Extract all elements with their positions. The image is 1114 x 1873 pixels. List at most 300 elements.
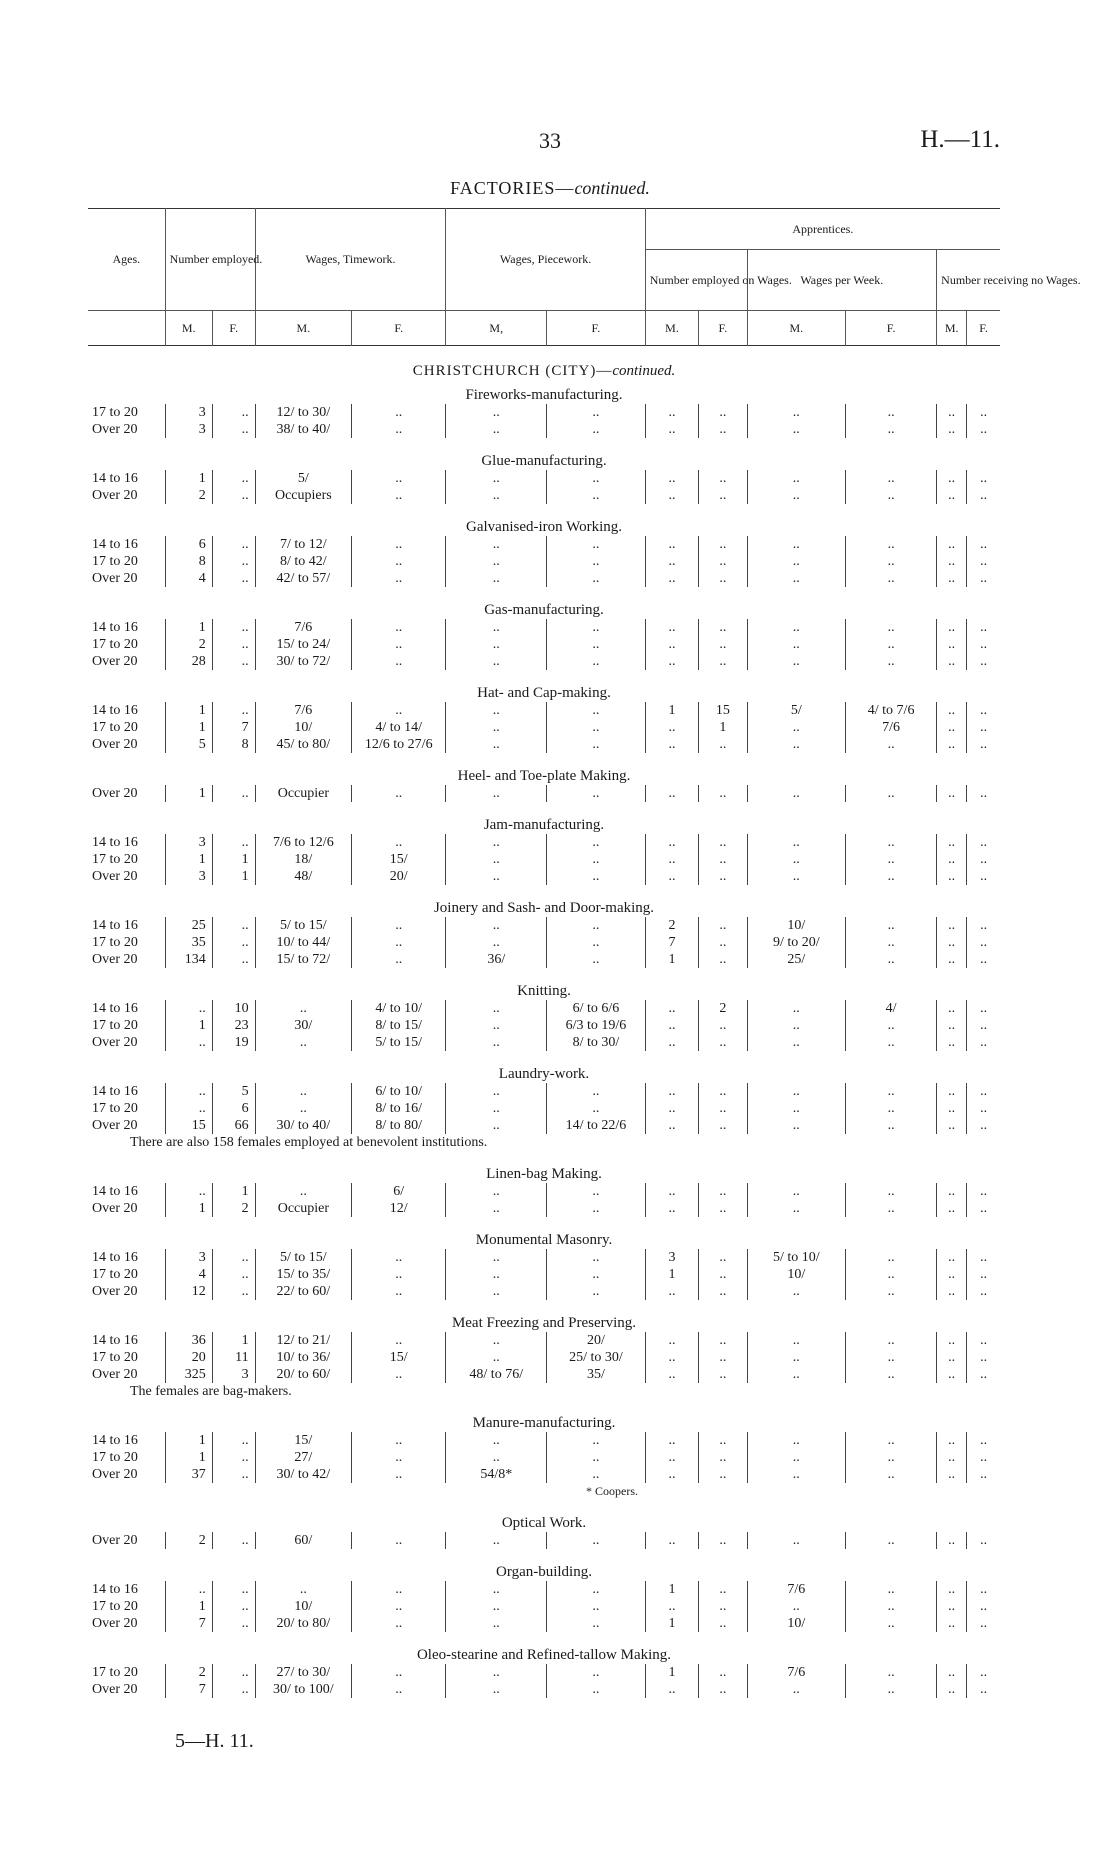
employed-f-cell: .. bbox=[212, 1266, 255, 1283]
app-nowages-f-cell: .. bbox=[967, 1100, 1000, 1117]
section-title: Meat Freezing and Preserving. bbox=[451, 1315, 637, 1331]
app-wages-f-cell: .. bbox=[846, 1615, 937, 1632]
timework-f-cell: .. bbox=[352, 1449, 446, 1466]
app-nowages-f-cell: .. bbox=[967, 785, 1000, 802]
timework-m-cell: 12/ to 30/ bbox=[255, 404, 351, 421]
piecework-f-cell: .. bbox=[547, 868, 646, 885]
timework-f-cell: .. bbox=[352, 951, 446, 968]
section-heading bbox=[88, 1159, 1000, 1183]
app-wages-m-cell: .. bbox=[747, 636, 846, 653]
table-row bbox=[88, 1332, 1000, 1349]
piecework-m-cell: .. bbox=[446, 1283, 547, 1300]
app-wages-m-cell: .. bbox=[747, 1466, 846, 1483]
timework-m-cell: 10/ to 44/ bbox=[255, 934, 351, 951]
table-row bbox=[88, 951, 1000, 968]
piecework-m-cell: 54/8* bbox=[446, 1466, 547, 1483]
timework-f-cell: .. bbox=[352, 1615, 446, 1632]
app-employed-m-cell: 1 bbox=[645, 951, 699, 968]
age-cell: 17 to 20 bbox=[92, 852, 138, 867]
section-gap bbox=[88, 438, 1000, 446]
app-wages-m-cell: 7/6 bbox=[747, 1664, 846, 1681]
employed-f-cell: .. bbox=[212, 1681, 255, 1698]
employed-f-cell: .. bbox=[212, 1598, 255, 1615]
employed-f-cell: .. bbox=[212, 1283, 255, 1300]
app-employed-f-cell: .. bbox=[699, 1598, 747, 1615]
header-number-employed: Number employed. bbox=[165, 209, 255, 311]
app-wages-f-cell: .. bbox=[846, 1017, 937, 1034]
piecework-f-cell: .. bbox=[547, 1249, 646, 1266]
timework-f-cell: 20/ bbox=[352, 868, 446, 885]
section-heading bbox=[88, 893, 1000, 917]
age-cell: 14 to 16 bbox=[92, 471, 138, 486]
employed-f-cell: .. bbox=[212, 1615, 255, 1632]
section-heading bbox=[88, 1308, 1000, 1332]
table-row bbox=[88, 470, 1000, 487]
app-wages-f-cell: .. bbox=[846, 1581, 937, 1598]
app-wages-m-cell: .. bbox=[747, 851, 846, 868]
timework-m-cell: 7/6 to 12/6 bbox=[255, 834, 351, 851]
section-footnote: * Coopers. bbox=[586, 1484, 638, 1498]
app-nowages-f-cell: .. bbox=[967, 470, 1000, 487]
timework-m-cell: 42/ to 57/ bbox=[255, 570, 351, 587]
piecework-m-cell: .. bbox=[446, 653, 547, 670]
header-m: M. bbox=[937, 311, 967, 346]
employed-m-cell: 28 bbox=[165, 653, 212, 670]
age-cell: Over 20 bbox=[92, 1035, 138, 1050]
piecework-m-cell: .. bbox=[446, 736, 547, 753]
app-employed-m-cell: .. bbox=[645, 1449, 699, 1466]
timework-m-cell: 15/ to 24/ bbox=[255, 636, 351, 653]
table-row bbox=[88, 636, 1000, 653]
employed-m-cell: 3 bbox=[165, 868, 212, 885]
app-wages-m-cell: 5/ bbox=[747, 702, 846, 719]
employed-m-cell: 6 bbox=[165, 536, 212, 553]
timework-m-cell: 30/ to 100/ bbox=[255, 1681, 351, 1698]
app-wages-f-cell: .. bbox=[846, 834, 937, 851]
app-employed-m-cell: .. bbox=[645, 653, 699, 670]
age-cell: Over 20 bbox=[92, 1284, 138, 1299]
app-wages-m-cell: .. bbox=[747, 1034, 846, 1051]
app-wages-f-cell: .. bbox=[846, 1200, 937, 1217]
piecework-m-cell: .. bbox=[446, 719, 547, 736]
section-gap bbox=[88, 753, 1000, 761]
app-nowages-m-cell: .. bbox=[937, 1117, 967, 1134]
section-heading bbox=[88, 1508, 1000, 1532]
app-employed-m-cell: 3 bbox=[645, 1249, 699, 1266]
app-nowages-m-cell: .. bbox=[937, 736, 967, 753]
section-gap bbox=[88, 1151, 1000, 1159]
age-cell: Over 20 bbox=[92, 869, 138, 884]
piecework-f-cell: .. bbox=[547, 702, 646, 719]
app-wages-f-cell: .. bbox=[846, 951, 937, 968]
employed-f-cell: .. bbox=[212, 834, 255, 851]
section-heading bbox=[88, 1408, 1000, 1432]
app-wages-m-cell: .. bbox=[747, 619, 846, 636]
employed-f-cell: .. bbox=[212, 636, 255, 653]
employed-m-cell: 3 bbox=[165, 404, 212, 421]
employed-m-cell: .. bbox=[165, 1083, 212, 1100]
app-nowages-f-cell: .. bbox=[967, 1183, 1000, 1200]
timework-m-cell: 20/ to 80/ bbox=[255, 1615, 351, 1632]
app-nowages-f-cell: .. bbox=[967, 1664, 1000, 1681]
app-employed-f-cell: .. bbox=[699, 470, 747, 487]
piecework-m-cell: .. bbox=[446, 851, 547, 868]
app-nowages-m-cell: .. bbox=[937, 1581, 967, 1598]
timework-f-cell: .. bbox=[352, 470, 446, 487]
section-heading bbox=[88, 678, 1000, 702]
app-employed-f-cell: .. bbox=[699, 951, 747, 968]
header-app-no-wages: Number receiving no Wages. bbox=[937, 250, 1000, 311]
header-wages-timework: Wages, Timework. bbox=[255, 209, 446, 311]
app-wages-m-cell: .. bbox=[747, 1000, 846, 1017]
app-employed-m-cell: .. bbox=[645, 1681, 699, 1698]
app-wages-f-cell: .. bbox=[846, 1664, 937, 1681]
app-employed-m-cell: .. bbox=[645, 1117, 699, 1134]
table-row bbox=[88, 1266, 1000, 1283]
page-number: 33 bbox=[539, 128, 561, 153]
app-employed-f-cell: 15 bbox=[699, 702, 747, 719]
section-gap bbox=[88, 1400, 1000, 1408]
employed-f-cell: 23 bbox=[212, 1017, 255, 1034]
app-employed-f-cell: .. bbox=[699, 1266, 747, 1283]
app-nowages-m-cell: .. bbox=[937, 1432, 967, 1449]
age-cell: Over 20 bbox=[92, 488, 138, 503]
table-row bbox=[88, 1100, 1000, 1117]
employed-m-cell: 2 bbox=[165, 1664, 212, 1681]
app-nowages-m-cell: .. bbox=[937, 653, 967, 670]
employed-f-cell: .. bbox=[212, 917, 255, 934]
app-nowages-f-cell: .. bbox=[967, 1283, 1000, 1300]
header-ages: Ages. bbox=[112, 252, 141, 266]
factories-table bbox=[88, 208, 1081, 1706]
app-nowages-f-cell: .. bbox=[967, 736, 1000, 753]
app-nowages-m-cell: .. bbox=[937, 1681, 967, 1698]
timework-f-cell: .. bbox=[352, 1581, 446, 1598]
employed-m-cell: 1 bbox=[165, 1598, 212, 1615]
timework-f-cell: .. bbox=[352, 1366, 446, 1383]
app-wages-f-cell: .. bbox=[846, 785, 937, 802]
timework-f-cell: 12/ bbox=[352, 1200, 446, 1217]
section-gap bbox=[88, 1217, 1000, 1225]
app-nowages-m-cell: .. bbox=[937, 851, 967, 868]
app-wages-m-cell: .. bbox=[747, 834, 846, 851]
timework-f-cell: .. bbox=[352, 1466, 446, 1483]
piecework-m-cell: .. bbox=[446, 1532, 547, 1549]
app-employed-m-cell: .. bbox=[645, 1598, 699, 1615]
piecework-m-cell: .. bbox=[446, 1332, 547, 1349]
timework-f-cell: .. bbox=[352, 404, 446, 421]
timework-m-cell: .. bbox=[255, 1000, 351, 1017]
age-cell: 17 to 20 bbox=[92, 1665, 138, 1680]
timework-f-cell: .. bbox=[352, 1598, 446, 1615]
app-employed-m-cell: 1 bbox=[645, 1615, 699, 1632]
piecework-m-cell: .. bbox=[446, 917, 547, 934]
age-cell: Over 20 bbox=[92, 1467, 138, 1482]
age-cell: Over 20 bbox=[92, 571, 138, 586]
age-cell: 14 to 16 bbox=[92, 537, 138, 552]
app-wages-f-cell: .. bbox=[846, 536, 937, 553]
table-row bbox=[88, 1581, 1000, 1598]
piecework-f-cell: .. bbox=[547, 785, 646, 802]
app-nowages-f-cell: .. bbox=[967, 1266, 1000, 1283]
header-m: M, bbox=[446, 311, 547, 346]
app-nowages-m-cell: .. bbox=[937, 702, 967, 719]
app-employed-f-cell: .. bbox=[699, 736, 747, 753]
age-cell: 14 to 16 bbox=[92, 918, 138, 933]
timework-m-cell: 5/ to 15/ bbox=[255, 917, 351, 934]
piecework-f-cell: .. bbox=[547, 553, 646, 570]
age-cell: Over 20 bbox=[92, 654, 138, 669]
app-nowages-m-cell: .. bbox=[937, 1598, 967, 1615]
app-nowages-f-cell: .. bbox=[967, 1432, 1000, 1449]
app-wages-f-cell: .. bbox=[846, 1681, 937, 1698]
app-wages-f-cell: .. bbox=[846, 1332, 937, 1349]
app-nowages-f-cell: .. bbox=[967, 868, 1000, 885]
app-wages-m-cell: .. bbox=[747, 536, 846, 553]
app-nowages-m-cell: .. bbox=[937, 553, 967, 570]
table-row bbox=[88, 1183, 1000, 1200]
app-wages-m-cell: .. bbox=[747, 487, 846, 504]
app-employed-m-cell: .. bbox=[645, 736, 699, 753]
app-wages-m-cell: .. bbox=[747, 1366, 846, 1383]
age-cell: 17 to 20 bbox=[92, 1101, 138, 1116]
app-wages-m-cell: .. bbox=[747, 570, 846, 587]
employed-f-cell: 3 bbox=[212, 1366, 255, 1383]
app-nowages-f-cell: .. bbox=[967, 1681, 1000, 1698]
app-employed-m-cell: .. bbox=[645, 1349, 699, 1366]
section-title: Jam-manufacturing. bbox=[483, 817, 605, 833]
footer-code: 5—H. 11. bbox=[175, 1730, 254, 1752]
piecework-f-cell: .. bbox=[547, 653, 646, 670]
city-heading bbox=[88, 346, 1000, 381]
app-employed-f-cell: .. bbox=[699, 1332, 747, 1349]
section-gap bbox=[88, 885, 1000, 893]
header-f: F. bbox=[699, 311, 747, 346]
employed-m-cell: 1 bbox=[165, 719, 212, 736]
app-wages-m-cell: 10/ bbox=[747, 1615, 846, 1632]
app-nowages-f-cell: .. bbox=[967, 653, 1000, 670]
timework-m-cell: Occupier bbox=[255, 785, 351, 802]
piecework-f-cell: .. bbox=[547, 934, 646, 951]
title-main: FACTORIES— bbox=[450, 178, 575, 198]
timework-m-cell: 7/6 bbox=[255, 619, 351, 636]
timework-m-cell: 5/ bbox=[255, 470, 351, 487]
employed-f-cell: .. bbox=[212, 653, 255, 670]
app-employed-m-cell: .. bbox=[645, 1532, 699, 1549]
age-cell: Over 20 bbox=[92, 952, 138, 967]
employed-f-cell: 66 bbox=[212, 1117, 255, 1134]
section-heading bbox=[88, 1059, 1000, 1083]
section-title: Glue-manufacturing. bbox=[481, 453, 607, 469]
table-row bbox=[88, 1034, 1000, 1051]
app-nowages-f-cell: .. bbox=[967, 834, 1000, 851]
employed-m-cell: 3 bbox=[165, 1249, 212, 1266]
table-row bbox=[88, 1200, 1000, 1217]
table-row bbox=[88, 1117, 1000, 1134]
piecework-m-cell: .. bbox=[446, 1349, 547, 1366]
table-row bbox=[88, 1432, 1000, 1449]
section-heading bbox=[88, 976, 1000, 1000]
app-employed-f-cell: .. bbox=[699, 619, 747, 636]
piecework-m-cell: .. bbox=[446, 1681, 547, 1698]
app-wages-f-cell: .. bbox=[846, 1598, 937, 1615]
city-heading-italic: continued. bbox=[612, 363, 676, 379]
table-row bbox=[88, 1466, 1000, 1483]
timework-f-cell: .. bbox=[352, 1664, 446, 1681]
piecework-m-cell: .. bbox=[446, 1183, 547, 1200]
app-nowages-f-cell: .. bbox=[967, 553, 1000, 570]
header-m: M. bbox=[645, 311, 699, 346]
app-nowages-m-cell: .. bbox=[937, 868, 967, 885]
app-wages-f-cell: .. bbox=[846, 1034, 937, 1051]
app-wages-f-cell: .. bbox=[846, 1100, 937, 1117]
app-employed-f-cell: .. bbox=[699, 1432, 747, 1449]
age-cell: 17 to 20 bbox=[92, 720, 138, 735]
header-app-number-employed: Number employed on Wages. bbox=[645, 250, 747, 311]
app-nowages-f-cell: .. bbox=[967, 1532, 1000, 1549]
app-nowages-m-cell: .. bbox=[937, 1332, 967, 1349]
app-wages-m-cell: .. bbox=[747, 1083, 846, 1100]
app-employed-m-cell: .. bbox=[645, 1034, 699, 1051]
age-cell: Over 20 bbox=[92, 422, 138, 437]
page-title bbox=[0, 178, 1100, 199]
app-wages-m-cell: .. bbox=[747, 470, 846, 487]
app-wages-m-cell: .. bbox=[747, 785, 846, 802]
timework-m-cell: 5/ to 15/ bbox=[255, 1249, 351, 1266]
employed-m-cell: 1 bbox=[165, 1449, 212, 1466]
piecework-m-cell: .. bbox=[446, 553, 547, 570]
app-nowages-m-cell: .. bbox=[937, 1349, 967, 1366]
app-employed-m-cell: 1 bbox=[645, 1664, 699, 1681]
app-wages-m-cell: .. bbox=[747, 1283, 846, 1300]
timework-f-cell: 4/ to 10/ bbox=[352, 1000, 446, 1017]
city-heading-text: CHRISTCHURCH (CITY)— bbox=[412, 363, 613, 379]
employed-f-cell: 7 bbox=[212, 719, 255, 736]
app-wages-f-cell: .. bbox=[846, 1183, 937, 1200]
piecework-m-cell: .. bbox=[446, 570, 547, 587]
app-nowages-f-cell: .. bbox=[967, 1366, 1000, 1383]
employed-f-cell: 2 bbox=[212, 1200, 255, 1217]
app-wages-f-cell: .. bbox=[846, 1117, 937, 1134]
table-row bbox=[88, 421, 1000, 438]
app-wages-f-cell: .. bbox=[846, 421, 937, 438]
section-title: Heel- and Toe-plate Making. bbox=[457, 768, 631, 784]
app-nowages-m-cell: .. bbox=[937, 1283, 967, 1300]
employed-m-cell: .. bbox=[165, 1034, 212, 1051]
employed-f-cell: 1 bbox=[212, 1332, 255, 1349]
section-title: Manure-manufacturing. bbox=[472, 1415, 616, 1431]
employed-f-cell: .. bbox=[212, 404, 255, 421]
section-title: Optical Work. bbox=[501, 1515, 587, 1531]
app-wages-f-cell: .. bbox=[846, 470, 937, 487]
age-cell: 14 to 16 bbox=[92, 1333, 138, 1348]
app-nowages-m-cell: .. bbox=[937, 934, 967, 951]
timework-m-cell: 30/ bbox=[255, 1017, 351, 1034]
app-wages-f-cell: .. bbox=[846, 1249, 937, 1266]
app-employed-m-cell: .. bbox=[645, 719, 699, 736]
timework-f-cell: .. bbox=[352, 1249, 446, 1266]
section-heading bbox=[88, 1557, 1000, 1581]
app-employed-m-cell: 2 bbox=[645, 917, 699, 934]
section-title: Knitting. bbox=[517, 983, 571, 999]
app-employed-f-cell: .. bbox=[699, 570, 747, 587]
piecework-f-cell: 8/ to 30/ bbox=[547, 1034, 646, 1051]
employed-f-cell: .. bbox=[212, 553, 255, 570]
app-employed-m-cell: .. bbox=[645, 1283, 699, 1300]
app-nowages-m-cell: .. bbox=[937, 421, 967, 438]
app-nowages-f-cell: .. bbox=[967, 1615, 1000, 1632]
app-nowages-m-cell: .. bbox=[937, 1100, 967, 1117]
timework-f-cell: 8/ to 80/ bbox=[352, 1117, 446, 1134]
timework-f-cell: 12/6 to 27/6 bbox=[352, 736, 446, 753]
app-employed-f-cell: .. bbox=[699, 934, 747, 951]
employed-m-cell: 36 bbox=[165, 1332, 212, 1349]
app-wages-f-cell: 7/6 bbox=[846, 719, 937, 736]
timework-f-cell: 15/ bbox=[352, 851, 446, 868]
app-wages-m-cell: .. bbox=[747, 1117, 846, 1134]
app-nowages-f-cell: .. bbox=[967, 951, 1000, 968]
header-wages-piecework: Wages, Piecework. bbox=[446, 209, 645, 311]
timework-f-cell: 8/ to 16/ bbox=[352, 1100, 446, 1117]
employed-m-cell: .. bbox=[165, 1183, 212, 1200]
app-nowages-m-cell: .. bbox=[937, 1249, 967, 1266]
timework-m-cell: 18/ bbox=[255, 851, 351, 868]
age-cell: 14 to 16 bbox=[92, 835, 138, 850]
age-cell: Over 20 bbox=[92, 1201, 138, 1216]
piecework-f-cell: 6/ to 6/6 bbox=[547, 1000, 646, 1017]
app-employed-f-cell: .. bbox=[699, 553, 747, 570]
app-employed-m-cell: .. bbox=[645, 1366, 699, 1383]
timework-f-cell: .. bbox=[352, 1532, 446, 1549]
piecework-f-cell: .. bbox=[547, 1466, 646, 1483]
section-heading bbox=[88, 1225, 1000, 1249]
table-row bbox=[88, 917, 1000, 934]
section-gap bbox=[88, 1549, 1000, 1557]
app-nowages-m-cell: .. bbox=[937, 1200, 967, 1217]
piecework-m-cell: .. bbox=[446, 404, 547, 421]
employed-f-cell: .. bbox=[212, 934, 255, 951]
app-employed-m-cell: .. bbox=[645, 487, 699, 504]
app-wages-f-cell: .. bbox=[846, 1466, 937, 1483]
section-gap bbox=[88, 504, 1000, 512]
employed-f-cell: .. bbox=[212, 470, 255, 487]
piecework-m-cell: .. bbox=[446, 785, 547, 802]
timework-m-cell: 10/ to 36/ bbox=[255, 1349, 351, 1366]
header-m: M. bbox=[255, 311, 351, 346]
timework-m-cell: 10/ bbox=[255, 1598, 351, 1615]
employed-f-cell: .. bbox=[212, 570, 255, 587]
app-employed-f-cell: .. bbox=[699, 1532, 747, 1549]
app-nowages-m-cell: .. bbox=[937, 1266, 967, 1283]
employed-f-cell: .. bbox=[212, 487, 255, 504]
age-cell: 14 to 16 bbox=[92, 703, 138, 718]
table-row bbox=[88, 1532, 1000, 1549]
age-cell: Over 20 bbox=[92, 1533, 138, 1548]
age-cell: 17 to 20 bbox=[92, 1350, 138, 1365]
table-row bbox=[88, 1664, 1000, 1681]
piecework-m-cell: .. bbox=[446, 487, 547, 504]
employed-f-cell: .. bbox=[212, 1532, 255, 1549]
app-employed-m-cell: .. bbox=[645, 536, 699, 553]
app-nowages-m-cell: .. bbox=[937, 834, 967, 851]
piecework-f-cell: .. bbox=[547, 1100, 646, 1117]
employed-f-cell: 1 bbox=[212, 851, 255, 868]
table-row bbox=[88, 736, 1000, 753]
age-cell: 17 to 20 bbox=[92, 1450, 138, 1465]
app-nowages-f-cell: .. bbox=[967, 1581, 1000, 1598]
app-employed-f-cell: .. bbox=[699, 1034, 747, 1051]
timework-f-cell: .. bbox=[352, 619, 446, 636]
